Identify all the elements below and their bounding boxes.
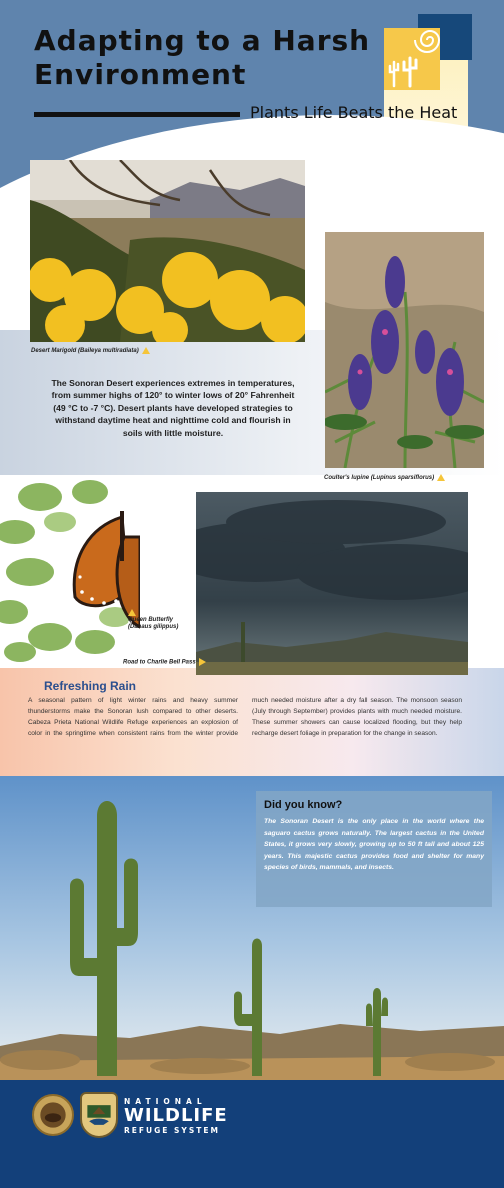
page-subtitle: Plants Life Beats the Heat	[250, 103, 458, 122]
did-you-know-heading: Did you know?	[264, 799, 343, 811]
storm-caption-text: Road to Charlie Bell Pass	[123, 659, 196, 666]
sonoran-logo	[384, 28, 470, 90]
page-title	[34, 24, 370, 92]
refreshing-rain-heading: Refreshing Rain	[44, 679, 137, 693]
department-seal-icon	[32, 1094, 74, 1136]
triangle-icon	[128, 609, 136, 616]
arrow-right-icon	[199, 658, 206, 666]
queen-butterfly-photo	[0, 477, 140, 667]
lupine-caption	[324, 474, 445, 481]
wordmark-line-1: NATIONAL	[124, 1097, 207, 1106]
storm-clouds-photo	[196, 492, 468, 675]
triangle-icon	[142, 347, 150, 354]
title-line-1: Adapting to a Harsh	[34, 24, 371, 57]
intro-paragraph: The Sonoran Desert experiences extremes in temperatures, from summer highs of 120° to winter lows of 20° Fahrenheit (49 °C to -7 °C). Desert plants have developed strategies to withstand daytime heat and nighttime cold and flourish in soils with little moisture.	[51, 378, 295, 438]
butterfly-caption	[128, 609, 198, 631]
butterfly-caption-line-1: Queen Butterfly	[128, 617, 174, 624]
desert-marigold-photo	[30, 160, 305, 342]
storm-caption	[123, 658, 206, 666]
did-you-know-box	[256, 791, 492, 907]
lupine-caption-text: Coulter's lupine (Lupinus sparsiflorus)	[324, 475, 435, 482]
marigold-caption-text: Desert Marigold (Baileya multiradiata)	[31, 348, 139, 355]
title-line-2: Environment	[34, 58, 247, 91]
wordmark-line-3: REFUGE SYSTEM	[124, 1126, 220, 1135]
butterfly-caption-line-2: (Danaus gilippus)	[128, 624, 179, 631]
refreshing-rain-text: A seasonal pattern of light winter rains and heavy summer thunderstorms make the Sonoran lush compared to other deserts. Cabeza Prieta National Wildlife Refuge experiences an explosion of color in the springtime when consistent rains from the winter provide much needed moisture after a dry fall season. The monsoon season (July through September) provides plants with much needed moisture. These summer showers can cause localized flooding, but they help recharge desert foliage in preparation for the change in season.	[28, 697, 462, 737]
wordmark-line-2: WILDLIFE	[124, 1105, 228, 1126]
triangle-icon	[437, 474, 445, 481]
marigold-caption	[31, 347, 150, 354]
coulters-lupine-photo	[325, 232, 484, 468]
title-underline	[34, 112, 240, 117]
did-you-know-text: The Sonoran Desert is the only place in the world where the saguaro cactus grows naturally. The largest cactus in the United States, it grows very slowly, growing up to 50 ft tall and about 125 years. This majestic cactus provides food and shelter for many species of birds, mammals, and insects.	[264, 818, 484, 872]
cactus-icon	[386, 48, 426, 88]
fish-wildlife-shield-icon	[80, 1092, 118, 1138]
nwrs-wordmark	[124, 1097, 228, 1135]
footer	[0, 1080, 504, 1188]
